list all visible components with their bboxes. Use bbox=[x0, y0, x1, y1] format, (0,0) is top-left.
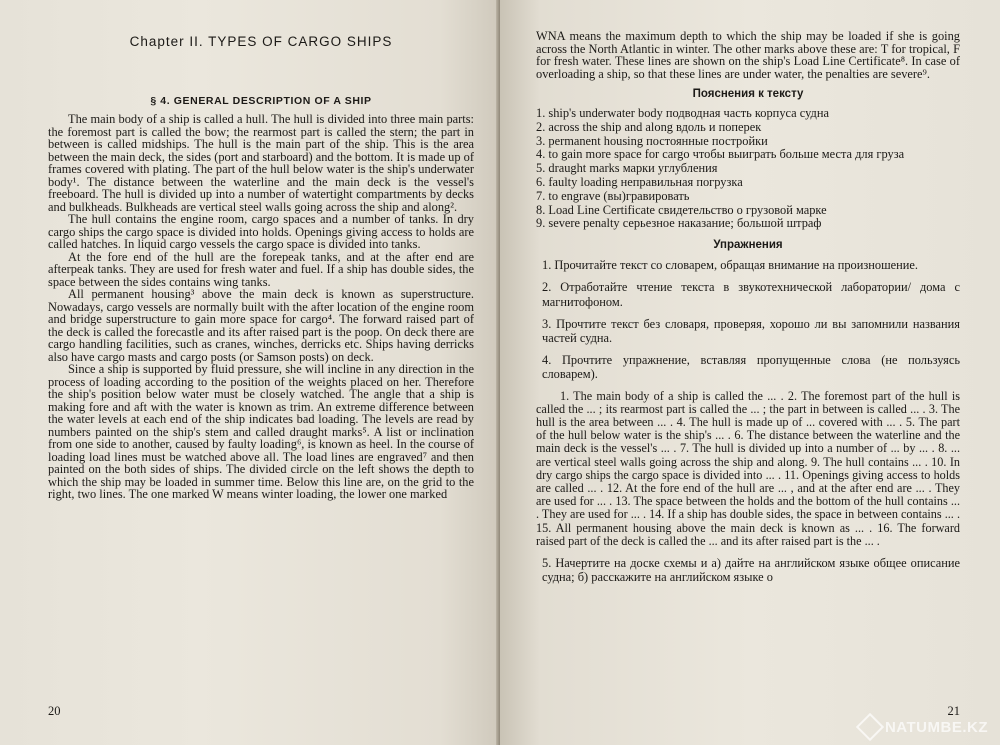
list-item: 6. faulty loading неправильная погрузка bbox=[536, 174, 743, 189]
paragraph-hull-contents: The hull contains the engine room, cargo spaces and a number of tanks. In dry cargo ships the cargo space is divided into holds. Openings giving access to holds are called hatches. In liquid cargo vessels the cargo space is divided into tanks. bbox=[48, 212, 474, 251]
paragraph-hull: The main body of a ship is called a hull. The hull is divided into three main parts: the foremost part is called the bow; the rearmost part is called the stern; the part in between is called midships. The hull is the main part of the ship. This is the area between the main deck, the sides (port and starboard) and the bottom. It is made up of frames covered with plating. The part of the hull below water is the ship's underwater body¹. The distance between the waterline and the main deck is the vessel's freeboard. The hull is divided up into a number of watertight compartments by decks and bulkheads. Bulkheads are vertical steel walls going across the ship and along². bbox=[48, 112, 474, 214]
list-item: 1. Прочитайте текст со словарем, обращая внимание на произношение. bbox=[542, 258, 918, 273]
list-item: 9. severe penalty серьезное наказание; большой штраф bbox=[536, 216, 822, 231]
intro-paragraph: WNA means the maximum depth to which the ship may be loaded if she is going across the North Atlantic in winter. The other marks above these are: T for tropical, F for fresh water. These lines are shown on the ship's Load Line Certificate⁸. In case of overloading a ship, so that these lines are under water, the penalties are severe⁹. bbox=[536, 29, 960, 81]
page-number-right: 21 bbox=[947, 704, 960, 718]
list-item: 1. ship's underwater body подводная часть корпуса судна bbox=[536, 106, 829, 120]
list-item: 5. draught marks марки углубления bbox=[536, 161, 718, 176]
notes-list bbox=[536, 107, 960, 231]
section-title: § 4. GENERAL DESCRIPTION OF A SHIP bbox=[150, 95, 372, 107]
list-item: 2. across the ship and along вдоль и поперек bbox=[536, 119, 762, 134]
paragraph-loading: Since a ship is supported by fluid pressure, she will incline in any direction in the process of loading according to the position of the weights placed on her. Therefore the ship's position below water must be closely watched. The angle that a ship is making fore and aft with the water is known as trim. An extreme difference between the water levels at each end of the ship indicates bad loading. The levels are read by numbers painted on the ship's stem and called draught marks⁵. A list or inclination from one side to another, caused by faulty loading⁶, is known as heel. In the course of loading load lines must be watched above all. The load lines are engraved⁷ and then painted on the both sides of ships. The divided circle on the left shows the depth to which the ship may be loaded in summer time. Below this line are, on the grid to the right, two lines. The one marked W means winter loading, the lower one marked bbox=[48, 362, 474, 501]
list-item: 7. to engrave (вы)гравировать bbox=[536, 188, 690, 203]
exercises-heading: Упражнения bbox=[713, 239, 783, 252]
list-item: 2. Отработайте чтение текста в звукотехнической лаборатории/ дома с магнитофоном. bbox=[542, 280, 960, 309]
tasks-list bbox=[536, 258, 960, 381]
list-item: 5. Начертите на доске схемы и а) дайте на английском языке общее описание судна; б) расскажите на английском языке о bbox=[542, 556, 960, 585]
paragraph-superstructure: All permanent housing³ above the main deck is known as superstructure. Nowadays, cargo vessels are normally built with the after location of the engine room and bridge superstructure to gain more space for cargo⁴. The forward raised part of the deck is called the forecastle and its after raised part is the poop. On deck there are cargo handling facilities, such as cranes, winches, derricks etc. Ships having derricks also have cargo masts and cargo posts (or Samson posts) on deck. bbox=[48, 287, 474, 364]
tasks-list-continued bbox=[536, 556, 960, 584]
watermark-text: NATUMBE.KZ bbox=[884, 718, 988, 736]
right-page bbox=[500, 0, 1000, 745]
page-number-left: 20 bbox=[48, 704, 61, 718]
watermark bbox=[860, 717, 988, 737]
list-item: 4. to gain more space for cargo чтобы выиграть больше места для груза bbox=[536, 147, 905, 162]
exercise-text: 1. The main body of a ship is called the ... . 2. The foremost part of the hull is called the ... ; its rearmost part is called the ... ; the part in between is called ... . 3. The hull is the area between ... . 4. The hull is made up of ... covered with ... . 5. The part of the hull below water is the ship's ... . 6. The distance between the waterline and the main deck is the vessel's ... . 7. The hull is divided up into a number of ... by ... . 8. ... are vertical steel walls going across the ship and along. 9. The hull contains ... . 10. In dry cargo ships the cargo space is divided into ... . 11. Openings giving access to holds are called ... . 12. At the fore end of the hull are ... , and at the after end are ... . They are used for ... . 13. The space between the holds and the bottom of the hull contains ... . They are used for ... . 14. If a ship has double sides, the space in between contains ... . 15. All permanent housing above the main deck is known as ... . 16. The forward raised part of the deck is called the ... and its after raised part is the ... . bbox=[536, 388, 960, 548]
list-item: 4. Прочтите упражнение, вставляя пропущенные слова (не пользуясь словарем). bbox=[542, 353, 960, 382]
watermark-logo-icon bbox=[856, 713, 884, 741]
notes-heading: Пояснения к тексту bbox=[692, 88, 804, 100]
chapter-title: Chapter II. TYPES OF CARGO SHIPS bbox=[129, 34, 393, 49]
list-item: 3. permanent housing постоянные постройки bbox=[536, 133, 768, 148]
list-item: 8. Load Line Certificate свидетельство о грузовой марке bbox=[536, 202, 827, 217]
list-item: 3. Прочтите текст без словаря, проверяя, хорошо ли вы запомнили названия частей судна. bbox=[542, 316, 960, 345]
paragraph-tanks: At the fore end of the hull are the forepeak tanks, and at the after end are afterpeak tanks. They are used for fresh water and fuel. If a ship has double sides, the space between the sides contains wing tanks. bbox=[48, 249, 474, 289]
